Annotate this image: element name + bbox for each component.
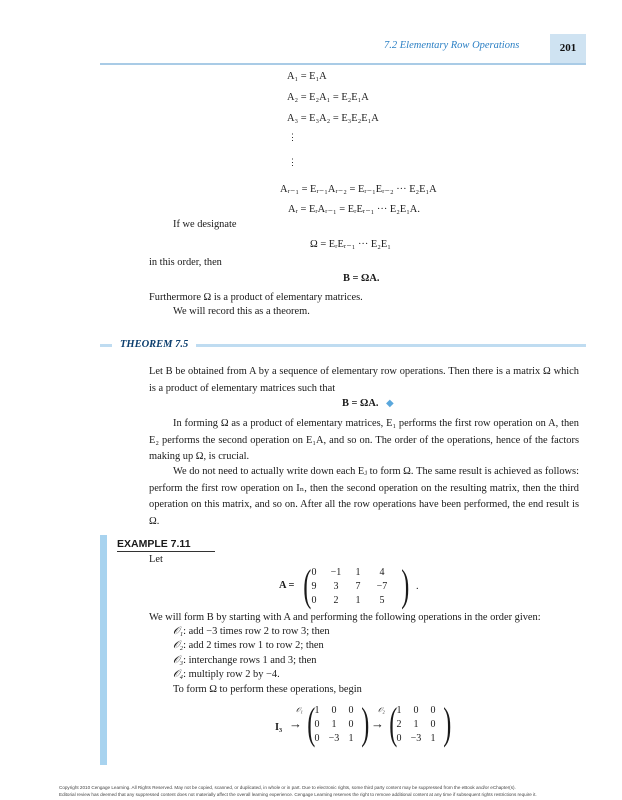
- operation-symbol: 𝒪₁: [173, 626, 184, 637]
- matrix-cell: 1: [396, 705, 402, 716]
- operation-text: : add −3 times row 2 to row 3; then: [183, 626, 330, 637]
- operation-1: [173, 626, 330, 638]
- matrix-a-period: .: [416, 581, 419, 592]
- matrix-cell: 1: [348, 733, 354, 744]
- matrix-cell: 0: [396, 733, 402, 744]
- example-side-bar: [100, 535, 107, 765]
- paren-right-icon: ): [361, 699, 370, 748]
- matrix-cell: 2: [333, 595, 339, 606]
- matrix-cell: 0: [314, 733, 320, 744]
- operation-2: [173, 640, 324, 652]
- paren-right-icon: ): [401, 561, 410, 610]
- eq-ar-minus-1: Aᵣ₋₁ = Eᵣ₋₁Aᵣ₋₂ = Eᵣ₋₁Eᵣ₋₂ ··· E₂E₁A: [280, 184, 437, 195]
- matrix-cell: 3: [333, 581, 339, 592]
- matrix-cell: 0: [331, 705, 337, 716]
- copyright-line-1: Copyright 2010 Cengage Learning. All Rights Reserved. May not be copied, scanned, or duplicated, in whole or in part. Due to electronic rights, some third party content may be suppressed from the eBook and/or eChapter(s).: [59, 785, 516, 790]
- operation-4: [173, 669, 280, 681]
- to-form-text: To form Ω to perform these operations, begin: [173, 684, 362, 695]
- theorem-label: THEOREM 7.5: [112, 339, 196, 350]
- matrix-cell: 2: [396, 719, 402, 730]
- matrix-a: [302, 561, 410, 612]
- matrix-cell: 1: [355, 595, 361, 606]
- arrow-2-icon: →: [371, 716, 384, 731]
- copyright-line-2: Editorial review has deemed that any suppressed content does not materially affect the overall learning experience. Cengage Learning reserves the right to remove additional content at any time if subsequent rights restrictions require it.: [59, 792, 537, 797]
- matrix-cell: 4: [379, 567, 385, 578]
- paragraph-same-result: We do not need to actually write down each Eⱼ to form Ω. The same result is achieved as follows: perform the first row operation on Iₙ, then the second operation on the resulting matrix, then the third operation on this matrix, and so on. After all the row operations have been performed, the end result is Ω.: [149, 466, 579, 527]
- vdots-2: ⋮: [288, 157, 297, 167]
- designate-text: If we designate: [173, 219, 237, 230]
- example-intro: We will form B by starting with A and performing the following operations in the order given:: [149, 612, 541, 623]
- matrix-cell: 0: [311, 595, 317, 606]
- end-of-theorem-icon: ◆: [386, 398, 394, 409]
- arrow-2-label: 𝒪₂: [378, 706, 385, 714]
- matrix-cell: 0: [413, 705, 419, 716]
- operation-text: : interchange rows 1 and 3; then: [183, 655, 317, 666]
- matrix-cell: 7: [355, 581, 361, 592]
- paren-right-icon: ): [443, 699, 452, 748]
- matrix-cell: 0: [314, 719, 320, 730]
- operation-symbol: 𝒪₄: [173, 669, 184, 680]
- matrix-a-label: A =: [279, 580, 295, 591]
- matrix-cell: 1: [314, 705, 320, 716]
- example-label: EXAMPLE 7.11: [117, 538, 191, 550]
- matrix-m1: [306, 699, 370, 750]
- example-rule: [117, 551, 215, 552]
- eq-a3: A₃ = E₃A₂ = E₃E₂E₁A: [287, 113, 379, 124]
- operation-text: : multiply row 2 by −4.: [183, 669, 280, 680]
- running-head: 7.2 Elementary Row Operations: [384, 40, 520, 51]
- eq-ar: Aᵣ = EᵣAᵣ₋₁ = EᵣEᵣ₋₁ ··· E₂E₁A.: [288, 204, 420, 215]
- order-text: in this order, then: [149, 257, 222, 268]
- matrix-m2: [388, 699, 452, 750]
- matrix-cell: −1: [330, 567, 342, 578]
- header-rule: [100, 63, 586, 65]
- matrix-cell: −7: [376, 581, 388, 592]
- matrix-cell: 0: [348, 705, 354, 716]
- matrix-cell: −3: [328, 733, 340, 744]
- matrix-cell: 0: [430, 705, 436, 716]
- theorem-statement: Let B be obtained from A by a sequence of elementary row operations. Then there is a matrix Ω which is a product of elementary matrices such that: [149, 366, 579, 394]
- b-equals-omega-a: B = ΩA.: [343, 273, 380, 284]
- matrix-cell: 1: [413, 719, 419, 730]
- arrow-1-label: 𝒪₁: [296, 706, 303, 714]
- matrix-cell: −3: [410, 733, 422, 744]
- theorem-equation: B = ΩA.: [342, 398, 379, 409]
- eq-a2: A₂ = E₂A₁ = E₂E₁A: [287, 92, 369, 103]
- matrix-cell: 1: [430, 733, 436, 744]
- page-number: 201: [550, 34, 586, 63]
- matrix-cell: 0: [311, 567, 317, 578]
- operation-text: : add 2 times row 1 to row 2; then: [183, 640, 324, 651]
- paren-left-icon: (: [303, 561, 312, 610]
- arrow-1-icon: →: [289, 716, 302, 731]
- matrix-cell: 9: [311, 581, 317, 592]
- eq-a1: A₁ = E₁A: [287, 71, 327, 82]
- operation-symbol: 𝒪₃: [173, 655, 184, 666]
- record-text: We will record this as a theorem.: [173, 306, 310, 317]
- i3-label: I₃: [275, 722, 283, 733]
- paren-left-icon: (: [307, 699, 316, 748]
- matrix-cell: 1: [331, 719, 337, 730]
- vdots-1: ⋮: [288, 132, 297, 142]
- matrix-cell: 0: [348, 719, 354, 730]
- furthermore-text: Furthermore Ω is a product of elementary matrices.: [149, 292, 363, 303]
- operation-symbol: 𝒪₂: [173, 640, 184, 651]
- matrix-cell: 0: [430, 719, 436, 730]
- operation-3: [173, 655, 316, 667]
- matrix-cell: 1: [355, 567, 361, 578]
- paren-left-icon: (: [389, 699, 398, 748]
- example-let: Let: [149, 554, 163, 565]
- omega-definition: Ω = EᵣEᵣ₋₁ ··· E₂E₁: [310, 239, 391, 250]
- matrix-cell: 5: [379, 595, 385, 606]
- paragraph-forming: In forming Ω as a product of elementary matrices, E₁ performs the first row operation on A, then E₂ performs the second operation on E₁A, and so on. The order of the operations, hence of the factors making up Ω, is crucial.: [149, 418, 579, 462]
